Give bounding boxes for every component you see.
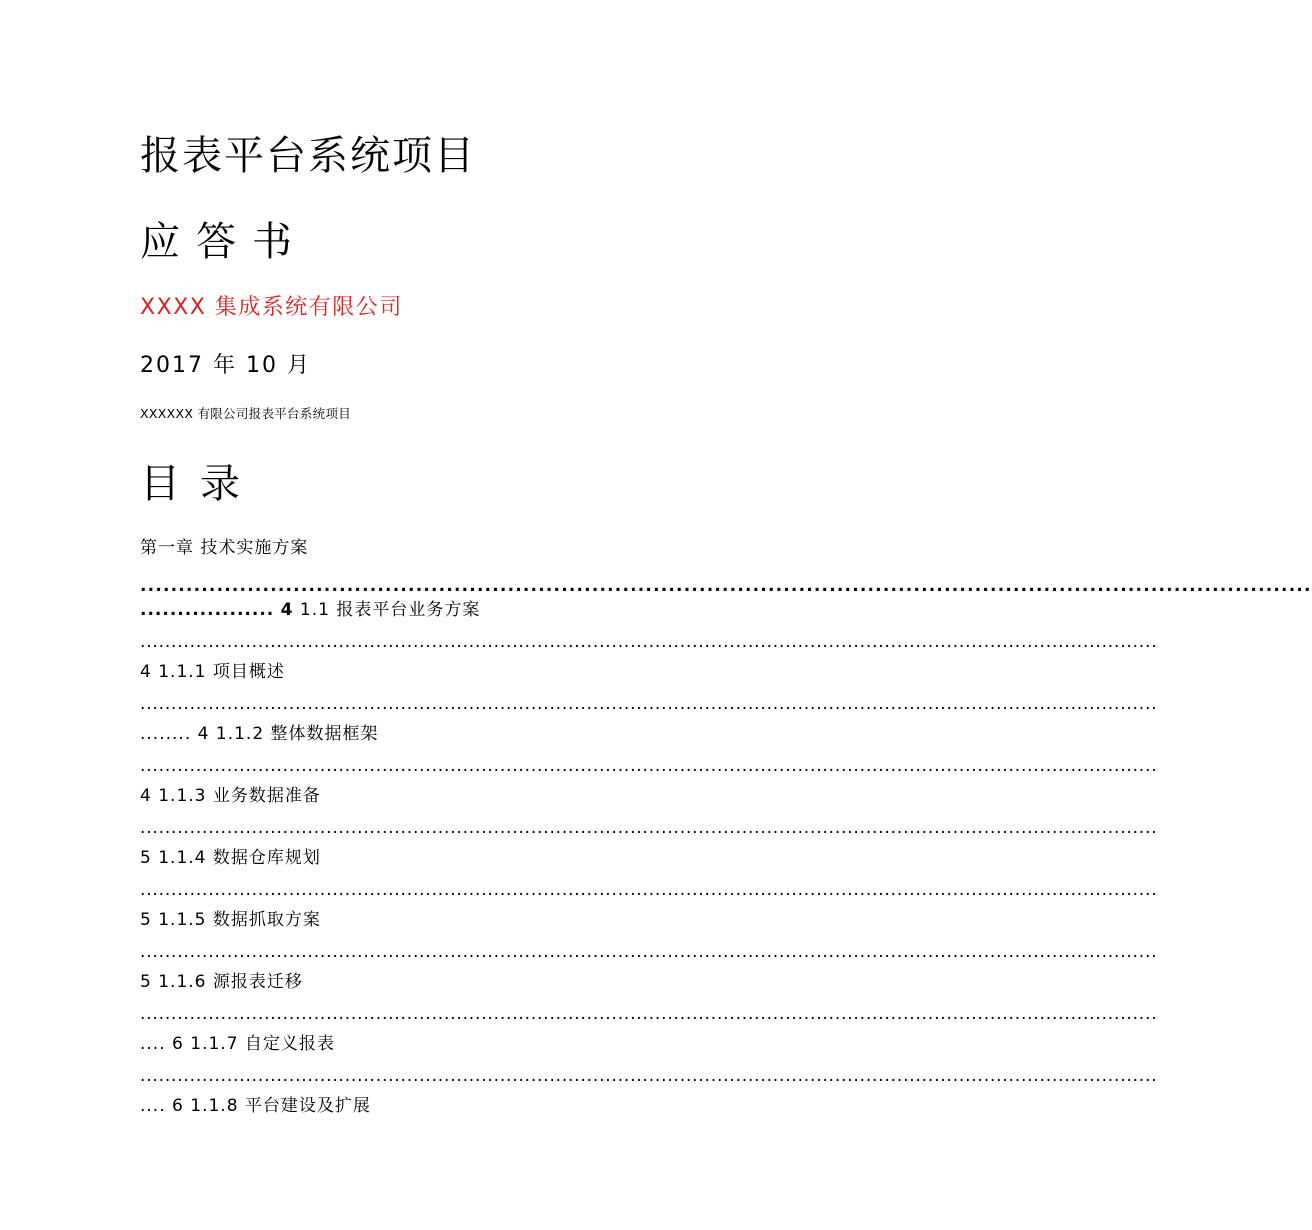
toc-leader-dots: [140, 690, 1158, 718]
toc-entry-text: 1.1.7 自定义报表: [190, 1034, 335, 1054]
page-number: 6: [172, 1096, 184, 1116]
leader-dots: ....................................................................................................................................................................: [140, 880, 1158, 900]
toc-leader-dots: [140, 752, 1158, 780]
toc-title: 目录: [140, 461, 260, 507]
toc-entry-1-1-1[interactable]: [140, 658, 812, 686]
toc-leader-dots: [140, 876, 1158, 904]
toc-leader-dots: [140, 628, 1158, 656]
company-name: XXXX 集成系统有限公司: [140, 295, 403, 320]
toc-entry-text: 5 1.1.5 数据抓取方案: [140, 910, 321, 930]
toc-entry-1-1-5[interactable]: [140, 906, 812, 934]
toc-leader-dots: [140, 938, 1158, 966]
toc-entry-1-1-7[interactable]: [140, 1030, 812, 1058]
toc-entry-text: 1.1.8 平台建设及扩展: [190, 1096, 371, 1116]
leader-dots: ....................................................................................................................................................................: [140, 1004, 1158, 1024]
toc-entry-text: 第一章 技术实施方案: [140, 538, 309, 558]
toc-entry-text: 1.1 报表平台业务方案: [299, 600, 481, 620]
toc-entry-1-1-4[interactable]: [140, 844, 812, 872]
toc-leader-dots: [140, 814, 1158, 842]
toc-entry-text: 1.1.2 整体数据框架: [215, 724, 379, 744]
document-title: 报表平台系统项目: [140, 133, 476, 179]
leader-dots: ....: [140, 1096, 166, 1116]
toc-leader-dots: [140, 1062, 1158, 1090]
leader-dots: ....................................................................................................................................................................: [140, 1066, 1158, 1086]
leader-dots: ....................................................................................................................................................................: [140, 818, 1158, 838]
page-number: 6: [172, 1034, 184, 1054]
leader-dots: ........: [140, 724, 192, 744]
leader-dots: ....: [140, 1034, 166, 1054]
page-number: 4: [280, 600, 294, 620]
toc-entry-1-1-6[interactable]: [140, 968, 812, 996]
leader-dots: ....................................................................................................................................................................: [140, 756, 1158, 776]
toc-entry-1-1-8[interactable]: [140, 1092, 812, 1120]
document-date: 2017 年 10 月: [140, 353, 311, 378]
toc-leader-dots: [140, 1000, 1158, 1028]
leader-dots: ....................................................................................................................................................................: [140, 694, 1158, 714]
toc-entry-1-1-2[interactable]: [140, 720, 812, 748]
toc-entry-text: 5 1.1.6 源报表迁移: [140, 972, 303, 992]
page-number: 4: [197, 724, 210, 744]
toc-chapter-1[interactable]: [140, 534, 812, 562]
document-subtitle: 应答书: [140, 219, 308, 265]
toc-entry-1-1[interactable]: [140, 596, 812, 624]
leader-dots: ....................................................................................................................................................................: [140, 632, 1158, 652]
toc-entry-1-1-3[interactable]: [140, 782, 812, 810]
leader-dots: ..................: [140, 600, 275, 620]
toc-entry-text: 4 1.1.3 业务数据准备: [140, 786, 321, 806]
leader-dots: ....................................................................................................................................................................: [140, 942, 1158, 962]
header-note: XXXXXX 有限公司报表平台系统项目: [140, 406, 352, 421]
leader-dots: .........................................................................................................................................................: [140, 576, 1312, 596]
toc-entry-text: 5 1.1.4 数据仓库规划: [140, 848, 321, 868]
toc-entry-text: 4 1.1.1 项目概述: [140, 662, 285, 682]
